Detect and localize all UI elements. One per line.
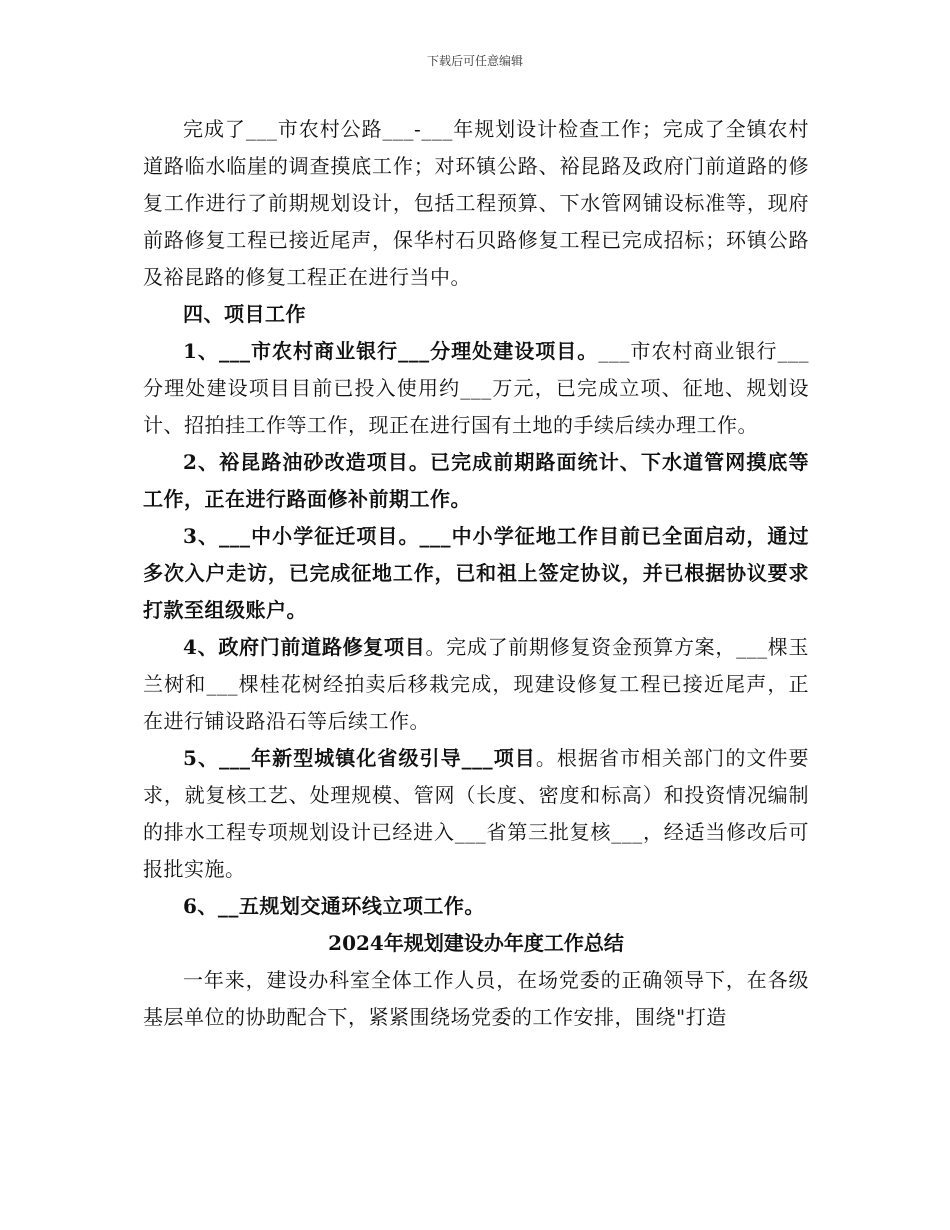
project-5-title: 5、___年新型城镇化省级引导___项目 xyxy=(183,746,536,770)
project-4-body: 。完成了前期修复资金预算方案，___棵玉兰树和___棵桂花树经拍卖后移栽完成，现建设修复工程已接近尾声，正在进行铺设路沿石等后续工作。 xyxy=(143,635,810,733)
paragraph-project-5 xyxy=(143,740,809,888)
project-1-body: ___市农村商业银行___分理处建设项目目前已投入使用约___万元，已完成立项、征地、规划设计、招拍挂工作等工作，现正在进行国有土地的手续后续办理工作。 xyxy=(143,339,809,437)
project-5-body: 。根据省市相关部门的文件要求，就复核工艺、处理规模、管网（长度、密度和标高）和投资情况编制的排水工程专项规划设计已经进入___省第三批复核___，经适当修改后可报批实施。 xyxy=(143,746,810,881)
paragraph-road-planning: 完成了___市农村公路___-___年规划设计检查工作；完成了全镇农村道路临水临崖的调查摸底工作；对环镇公路、裕昆路及政府门前道路的修复工作进行了前期规划设计，包括工程预算、下水管网铺设标准等，现府前路修复工程已接近尾声，保华村石贝路修复工程已完成招标；环镇公路及裕昆路的修复工程正在进行当中。 xyxy=(143,117,809,289)
paragraph-project-6: 6、__五规划交通环线立项工作。 xyxy=(183,894,485,918)
section-heading-projects: 四、项目工作 xyxy=(183,302,306,326)
document-title: 2024年规划建设办年度工作总结 xyxy=(328,931,624,955)
project-1-title: 1、___市农村商业银行___分理处建设项目。 xyxy=(183,339,599,363)
paragraph-project-1 xyxy=(143,333,809,444)
paragraph-project-2: 2、裕昆路油砂改造项目。已完成前期路面统计、下水道管网摸底等工作，正在进行路面修补前期工作。 xyxy=(143,450,809,511)
page-header: 下载后可任意编辑 xyxy=(426,54,523,68)
paragraph-project-4 xyxy=(143,629,809,740)
project-4-title: 4、政府门前道路修复项目 xyxy=(183,635,426,659)
paragraph-project-3: 3、___中小学征迁项目。___中小学征地工作目前已全面启动，通过多次入户走访，已完成征地工作，已和祖上签定协议，并已根据协议要求打款至组级账户。 xyxy=(143,524,809,622)
document-body xyxy=(143,111,809,1036)
paragraph-summary-intro: 一年来，建设办科室全体工作人员，在场党委的正确领导下，在各级基层单位的协助配合下，紧紧围绕场党委的工作安排，围绕"打造 xyxy=(143,968,809,1029)
